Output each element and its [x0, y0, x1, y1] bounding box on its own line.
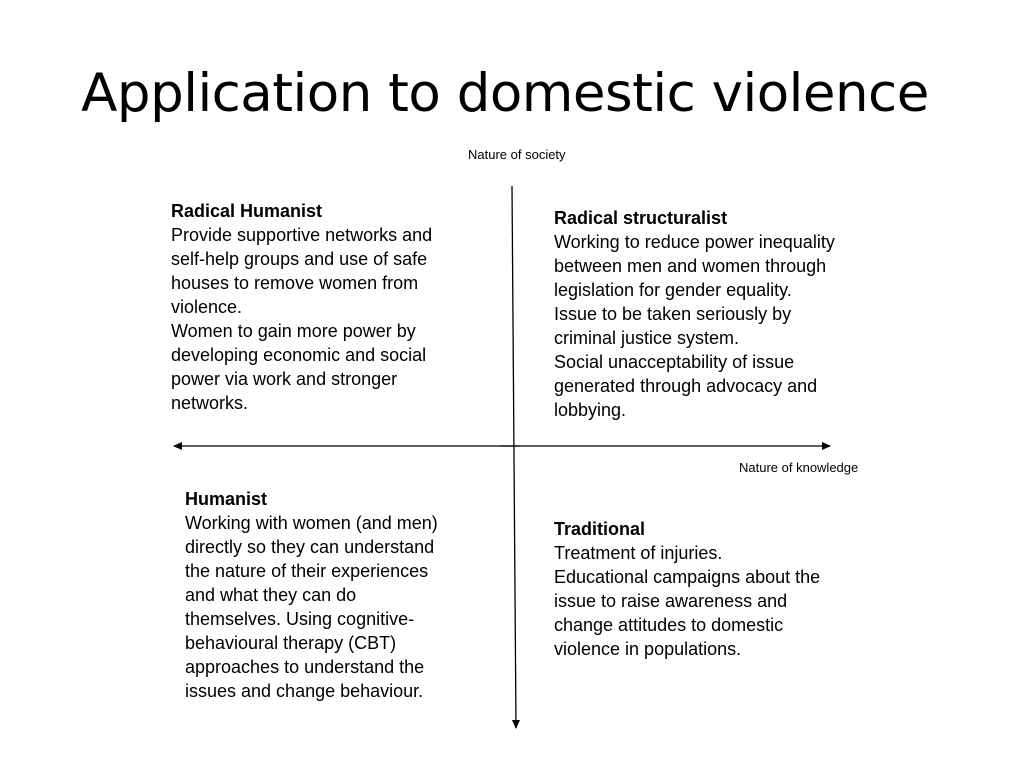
- quadrant-text-line: Women to gain more power by: [171, 321, 416, 341]
- quadrant-text-line: Educational campaigns about the: [554, 567, 821, 587]
- quadrant-text-line: power via work and stronger: [171, 369, 398, 389]
- quadrant-text-line: violence.: [171, 297, 243, 317]
- quadrant-text-line: Working to reduce power inequality: [554, 232, 835, 252]
- quadrant-humanist: [185, 487, 438, 703]
- quadrant-text-line: Provide supportive networks and: [171, 225, 433, 245]
- quadrant-body: [554, 541, 820, 661]
- horizontal-axis-label: Nature of knowledge: [739, 460, 859, 475]
- quadrant-text-line: behavioural therapy (CBT): [185, 633, 397, 653]
- quadrant-text-line: issue to raise awareness and: [554, 591, 788, 611]
- quadrant-text-line: the nature of their experiences: [185, 561, 429, 581]
- quadrant-text-line: criminal justice system.: [554, 328, 740, 348]
- quadrant-text-line: issues and change behaviour.: [185, 681, 424, 701]
- quadrant-text-line: Working with women (and men): [185, 513, 438, 533]
- quadrant-title: Radical Humanist: [171, 201, 323, 221]
- quadrant-body: [185, 511, 438, 703]
- quadrant-body: [171, 223, 432, 415]
- quadrant-title: Radical structuralist: [554, 208, 728, 228]
- quadrant-text-line: houses to remove women from: [171, 273, 419, 293]
- quadrant-body: [554, 230, 835, 422]
- quadrant-text-line: lobbying.: [554, 400, 627, 420]
- slide-title: Application to domestic violence: [81, 63, 929, 124]
- quadrant-text-line: approaches to understand the: [185, 657, 425, 677]
- quadrant-text-line: themselves. Using cognitive-: [185, 609, 415, 629]
- quadrant-traditional: [554, 517, 820, 661]
- quadrant-text-line: Issue to be taken seriously by: [554, 304, 792, 324]
- quadrant-text-line: violence in populations.: [554, 639, 742, 659]
- quadrant-text-line: Treatment of injuries.: [554, 543, 723, 563]
- quadrant-radical-structuralist: [554, 206, 835, 422]
- quadrant-text-line: change attitudes to domestic: [554, 615, 784, 635]
- quadrant-radical-humanist: [171, 199, 432, 415]
- quadrant-text-line: developing economic and social: [171, 345, 427, 365]
- quadrant-text-line: networks.: [171, 393, 249, 413]
- quadrant-title: Humanist: [185, 489, 268, 509]
- quadrant-text-line: Social unacceptability of issue: [554, 352, 795, 372]
- quadrant-text-line: generated through advocacy and: [554, 376, 818, 396]
- quadrant-text-line: self-help groups and use of safe: [171, 249, 428, 269]
- quadrant-text-line: and what they can do: [185, 585, 357, 605]
- quadrant-title: Traditional: [554, 519, 646, 539]
- vertical-axis-label: Nature of society: [468, 147, 566, 162]
- quadrant-text-line: legislation for gender equality.: [554, 280, 792, 300]
- vertical-axis-line: [512, 186, 516, 728]
- quadrant-text-line: between men and women through: [554, 256, 827, 276]
- quadrant-text-line: directly so they can understand: [185, 537, 435, 557]
